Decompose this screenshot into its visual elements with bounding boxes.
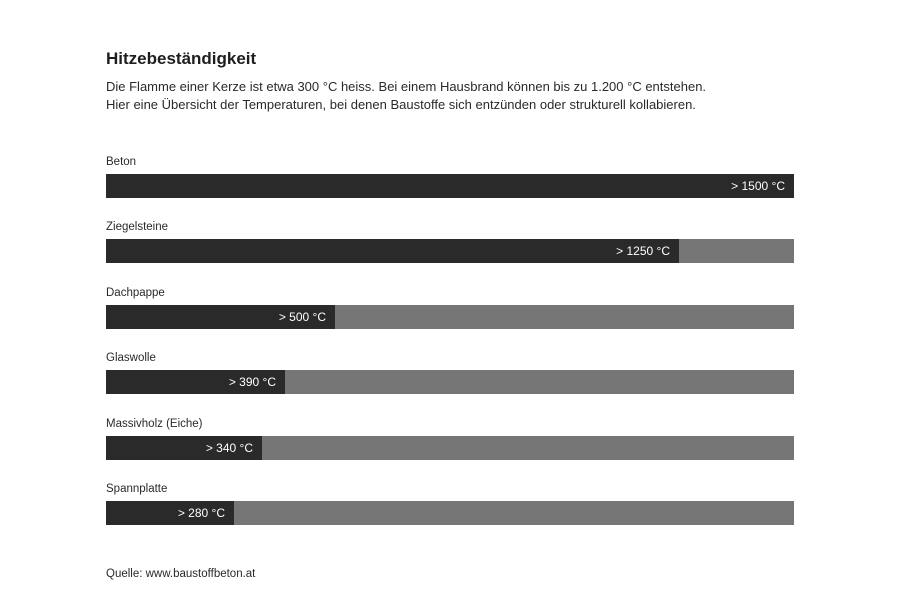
bar-value-label: > 1500 °C <box>731 179 785 193</box>
bar-value-label: > 1250 °C <box>616 244 670 258</box>
bar-fill <box>106 501 234 525</box>
bar-label: Glaswolle <box>106 352 156 364</box>
bar-value-label: > 340 °C <box>205 441 253 455</box>
bar-fill <box>106 305 335 329</box>
bar-track <box>106 305 794 329</box>
subtitle-line-1: Die Flamme einer Kerze ist etwa 300 °C heiss. Bei einem Hausbrand können bis zu 1.200 °C entstehen. <box>106 79 707 94</box>
bar-track <box>106 501 794 525</box>
bar-value-label: > 280 °C <box>177 506 225 520</box>
bar-label: Ziegelsteine <box>106 221 169 233</box>
bar-label: Spannplatte <box>106 483 168 495</box>
bar-value-label: > 390 °C <box>228 375 276 389</box>
source-note: Quelle: www.baustoffbeton.at <box>106 568 256 580</box>
subtitle-line-2: Hier eine Übersicht der Temperaturen, bei denen Baustoffe sich entzünden oder strukturell kollabieren. <box>106 97 696 112</box>
bar-fill <box>106 174 794 198</box>
bar-label: Massivholz (Eiche) <box>106 418 203 430</box>
bar-track <box>106 174 794 198</box>
bar-value-label: > 500 °C <box>278 310 326 324</box>
bar-track <box>106 436 794 460</box>
bar-label: Beton <box>106 156 137 168</box>
bar-label: Dachpappe <box>106 287 165 299</box>
bar-fill <box>106 239 679 263</box>
bar-track <box>106 370 794 394</box>
bar-fill <box>106 436 262 460</box>
chart-title: Hitzebeständigkeit <box>106 49 257 68</box>
bar-track <box>106 239 794 263</box>
bar-fill <box>106 370 285 394</box>
